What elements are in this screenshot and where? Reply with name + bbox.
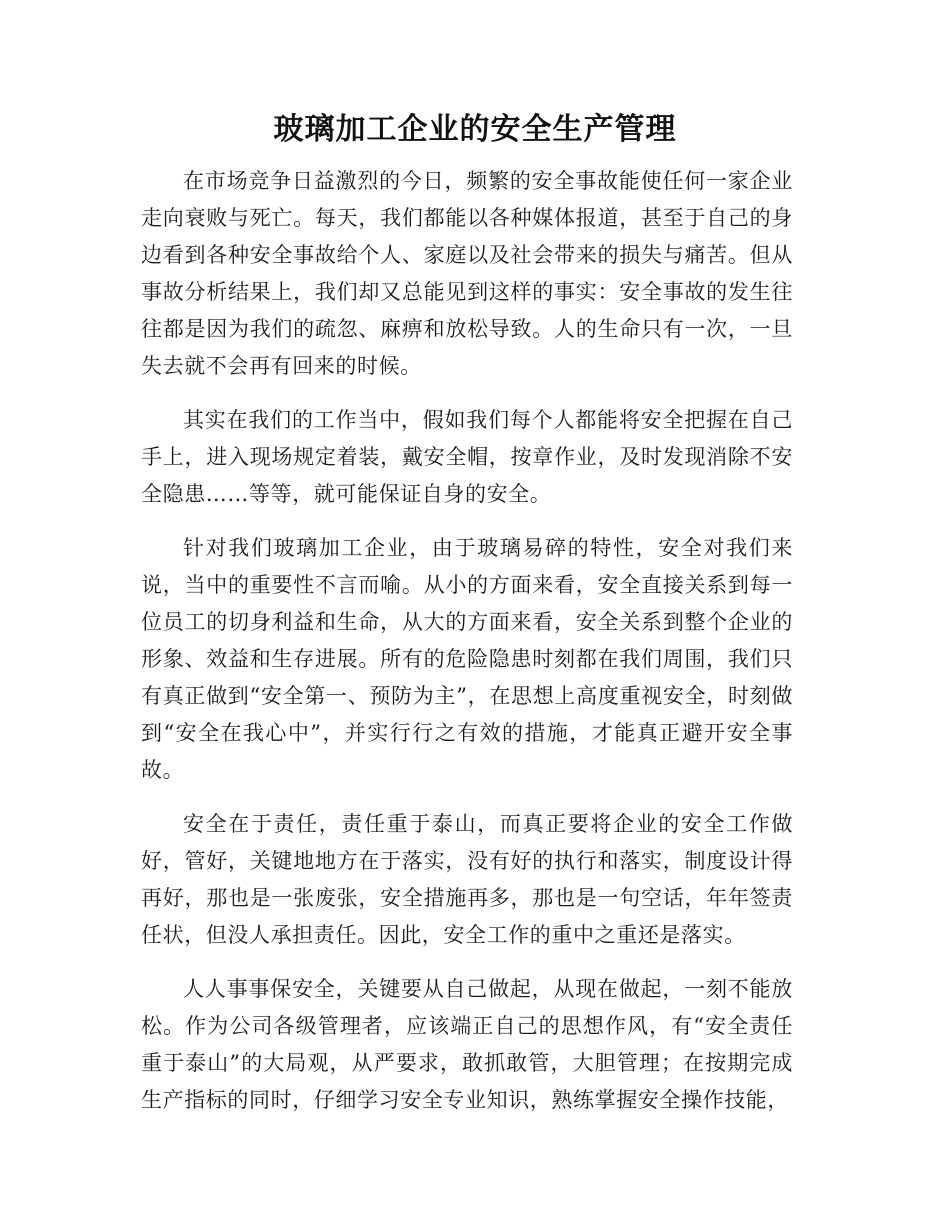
paragraph: 安全在于责任，责任重于泰山，而真正要将企业的安全工作做好，管好，关键地地方在于落实，没有好的执行和落实，制度设计得再好，那也是一张废张，安全措施再多，那也是一句空话，年年签责任状，但没人承担责任。因此，安全工作的重中之重还是落实。 [141, 812, 793, 947]
document-body [141, 163, 793, 1136]
paragraph: 针对我们玻璃加工企业，由于玻璃易碎的特性，安全对我们来说，当中的重要性不言而喻。从小的方面来看，安全直接关系到每一位员工的切身利益和生命，从大的方面来看，安全关系到整个企业的形象、效益和生存进展。所有的危险隐患时刻都在我们周围，我们只有真正做到“安全第一、预防为主”，在思想上高度重视安全，时刻做到“安全在我心中”，并实行行之有效的措施，才能真正避开安全事故。 [141, 536, 793, 782]
paragraph: 其实在我们的工作当中，假如我们每个人都能将安全把握在自己手上，进入现场规定着装，戴安全帽，按章作业，及时发现消除不安全隐患……等等，就可能保证自身的安全。 [141, 408, 793, 506]
paragraph: 在市场竞争日益激烈的今日，频繁的安全事故能使任何一家企业走向衰败与死亡。每天，我们都能以各种媒体报道，甚至于自己的身边看到各种安全事故给个人、家庭以及社会带来的损失与痛苦。但从事故分析结果上，我们却又总能见到这样的事实：安全事故的发生往往都是因为我们的疏忽、麻痹和放松导致。人的生命只有一次，一旦失去就不会再有回来的时候。 [141, 169, 793, 378]
paragraph: 人人事事保安全，关键要从自己做起，从现在做起，一刻不能放松。作为公司各级管理者，应该端正自己的思想作风，有“安全责任重于泰山”的大局观，从严要求，敢抓敢管，大胆管理；在按期完成生产指标的同时，仔细学习安全专业知识，熟练掌握安全操作技能， [141, 977, 793, 1112]
document-title: 玻璃加工企业的安全生产管理 [273, 112, 677, 147]
